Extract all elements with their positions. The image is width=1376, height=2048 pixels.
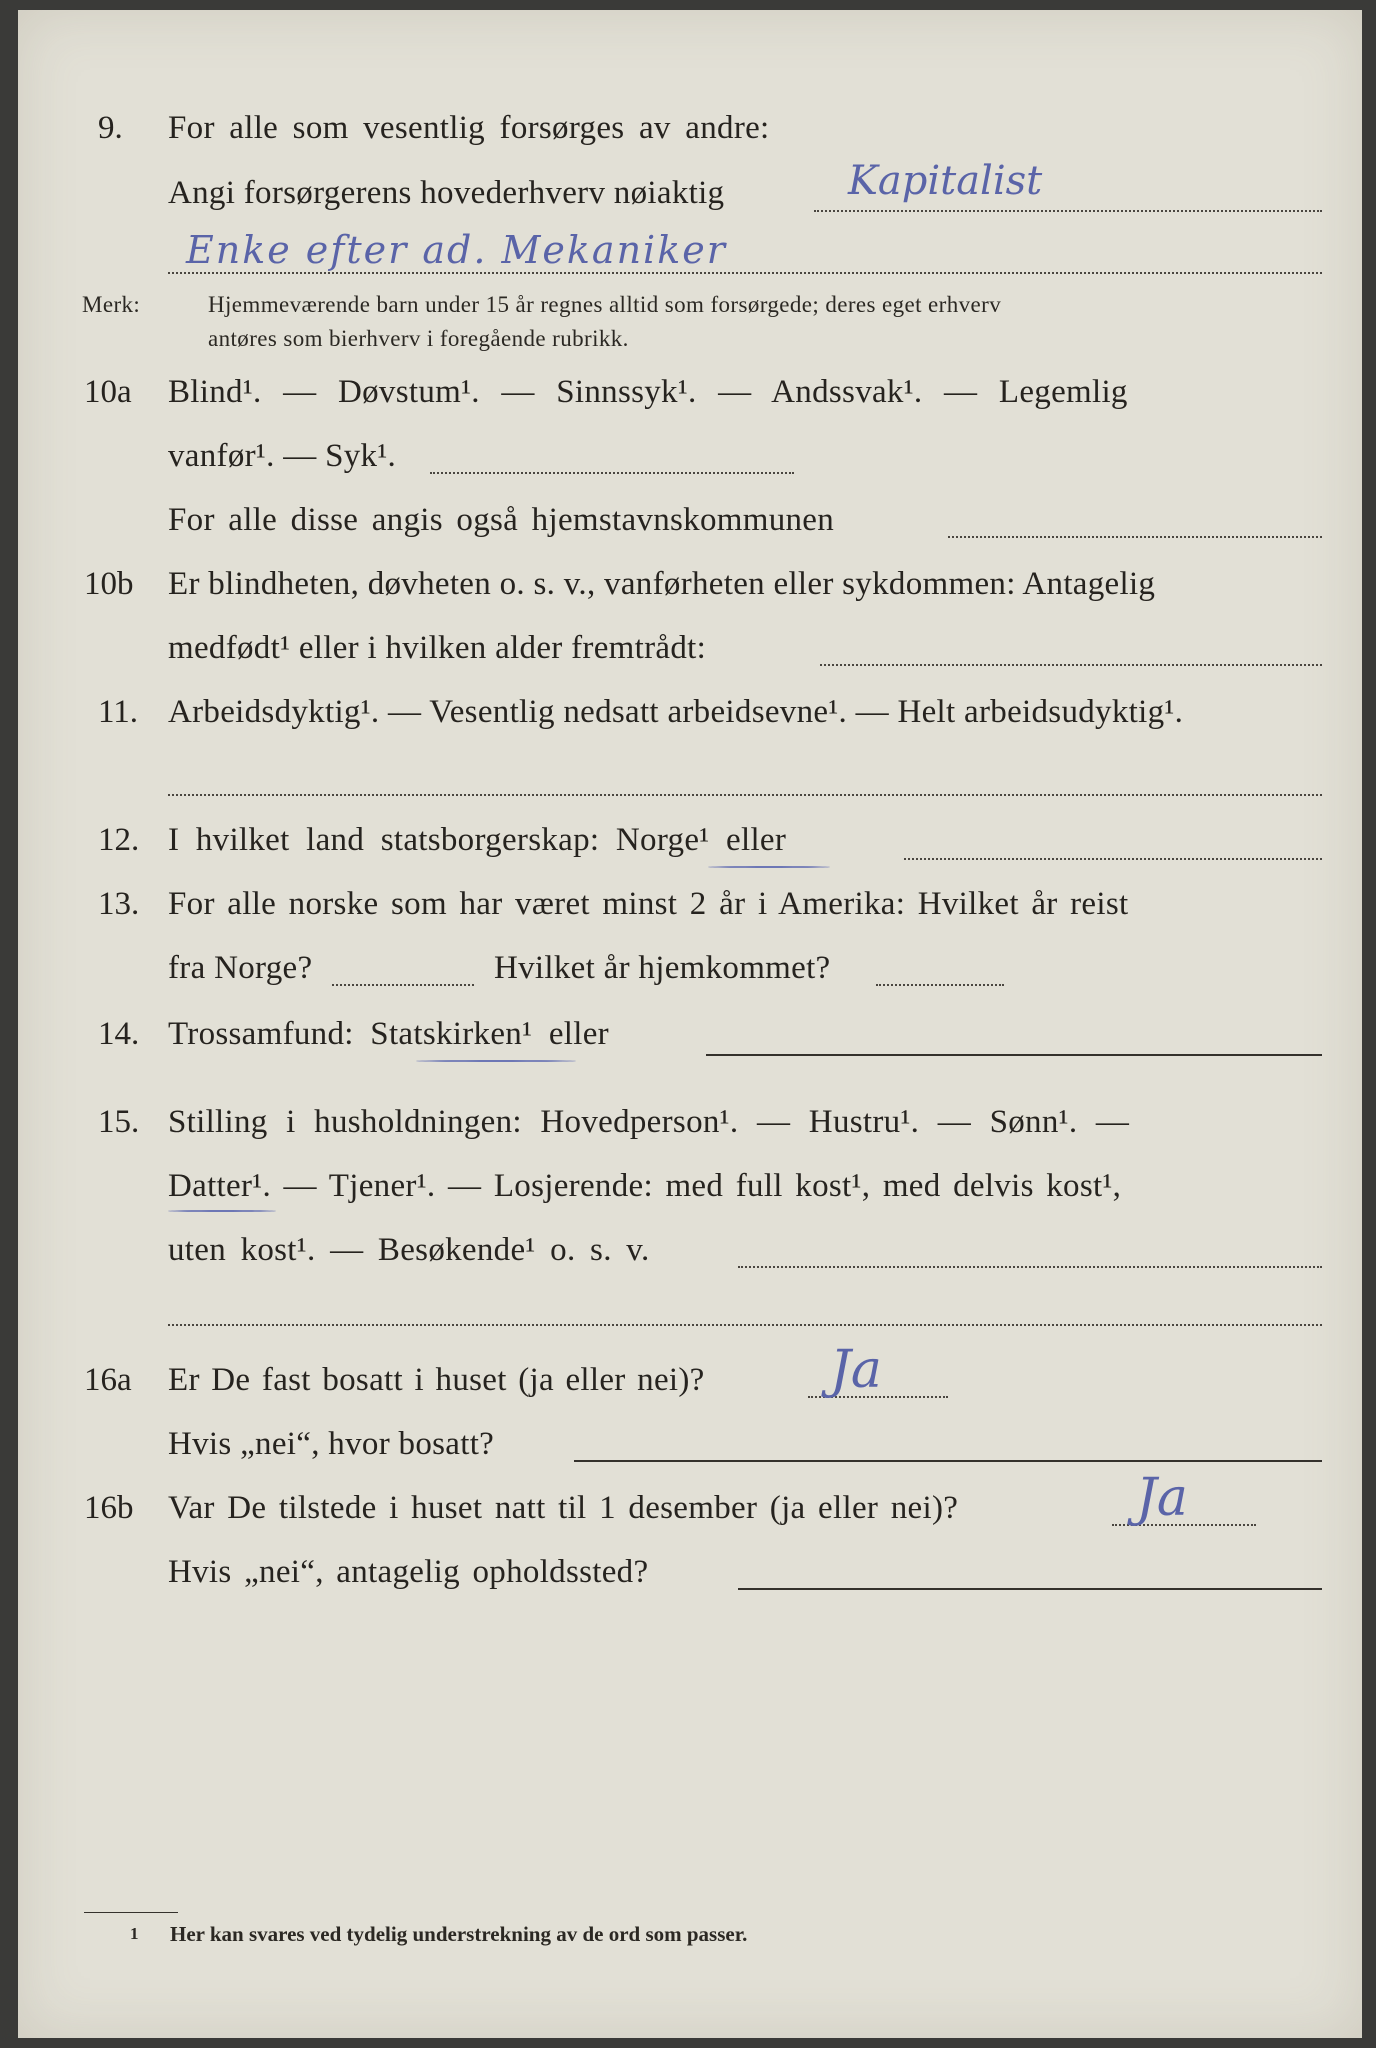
q10a-line2-field (430, 472, 794, 474)
q9-answer-line1 (814, 210, 1322, 212)
q10a-line2: vanfør¹. — Syk¹. (168, 438, 397, 474)
q13-line1: For alle norske som har været minst 2 år i Amerika: Hvilket år reist (168, 886, 1129, 922)
q15-answer-line (168, 1324, 1322, 1326)
q16a-handwritten-answer: Ja (830, 1340, 882, 1400)
q12-number: 12. (98, 822, 140, 858)
footnote-mark: 1 (130, 1924, 139, 1943)
q16b-line2: Hvis „nei“, antagelig opholdssted? (168, 1554, 649, 1590)
q16a-line2: Hvis „nei“, hvor bosatt? (168, 1426, 495, 1462)
q12-norge-underline (708, 866, 830, 868)
q10a-number: 10a (84, 374, 132, 410)
q16b-line1: Var De tilstede i huset natt til 1 desember (ja eller nei)? (168, 1490, 959, 1526)
q13-reist-field (332, 984, 474, 986)
q16b-handwritten-answer: Ja (1136, 1468, 1188, 1528)
q14-line1: Trossamfund: Statskirken¹ eller (168, 1016, 609, 1052)
merk-line2: antøres som bierhverv i foregående rubrikk. (208, 326, 629, 351)
q15-number: 15. (98, 1104, 140, 1140)
merk-label: Merk: (82, 292, 141, 317)
q11-line1: Arbeidsdyktig¹. — Vesentlig nedsatt arbeidsevne¹. — Helt arbeidsudyktig¹. (168, 694, 1184, 730)
q12-answer-line (904, 858, 1322, 860)
q16a-line2-field (574, 1460, 1322, 1462)
q13-number: 13. (98, 886, 140, 922)
q9-line1: For alle som vesentlig forsørges av andre: (168, 110, 770, 146)
q13-line2a: fra Norge? (168, 950, 313, 986)
q16a-number: 16a (84, 1362, 132, 1398)
footnote-rule (84, 1912, 178, 1913)
q10b-line2-field (820, 664, 1322, 666)
q10a-line3: For alle disse angis også hjemstavnskommunen (168, 502, 835, 538)
q9-handwritten-answer1: Kapitalist (848, 158, 1043, 204)
q10a-line1: Blind¹. — Døvstum¹. — Sinnssyk¹. — Andssvak¹. — Legemlig (168, 374, 1128, 410)
q16b-number: 16b (84, 1490, 134, 1526)
q15-line2: Datter¹. — Tjener¹. — Losjerende: med full kost¹, med delvis kost¹, (168, 1168, 1122, 1204)
q9-handwritten-answer2: Enke efter ad. Mekaniker (186, 228, 727, 272)
census-form-page (18, 10, 1362, 2038)
q14-number: 14. (98, 1016, 140, 1052)
q15-line3: uten kost¹. — Besøkende¹ o. s. v. (168, 1232, 650, 1268)
q9-answer-line2 (168, 272, 1322, 274)
q9-line2: Angi forsørgerens hovederhverv nøiaktig (168, 175, 725, 211)
q11-answer-line (168, 794, 1322, 796)
q11-number: 11. (98, 694, 139, 730)
q13-hjemkommet-field (876, 984, 1004, 986)
q13-line2b: Hvilket år hjemkommet? (494, 950, 831, 986)
q10b-line2: medfødt¹ eller i hvilken alder fremtrådt: (168, 630, 707, 666)
q15-line3-field (738, 1266, 1322, 1268)
q9-number: 9. (98, 110, 123, 146)
q16b-line2-field (738, 1588, 1322, 1590)
q14-statskirken-underline (416, 1060, 576, 1062)
footnote-text: Her kan svares ved tydelig understrekning av de ord som passer. (170, 1922, 748, 1946)
q12-line1: I hvilket land statsborgerskap: Norge¹ eller (168, 822, 787, 858)
q16a-line1: Er De fast bosatt i huset (ja eller nei)? (168, 1362, 705, 1398)
q14-answer-line (706, 1054, 1322, 1056)
merk-line1: Hjemmeværende barn under 15 år regnes alltid som forsørgede; deres eget erhverv (208, 292, 1002, 317)
q10a-line3-field (948, 536, 1322, 538)
q15-datter-underline (168, 1210, 276, 1212)
q10b-line1: Er blindheten, døvheten o. s. v., vanførheten eller sykdommen: Antagelig (168, 566, 1156, 602)
q15-line1: Stilling i husholdningen: Hovedperson¹. — Hustru¹. — Sønn¹. — (168, 1104, 1130, 1140)
q10b-number: 10b (84, 566, 134, 602)
